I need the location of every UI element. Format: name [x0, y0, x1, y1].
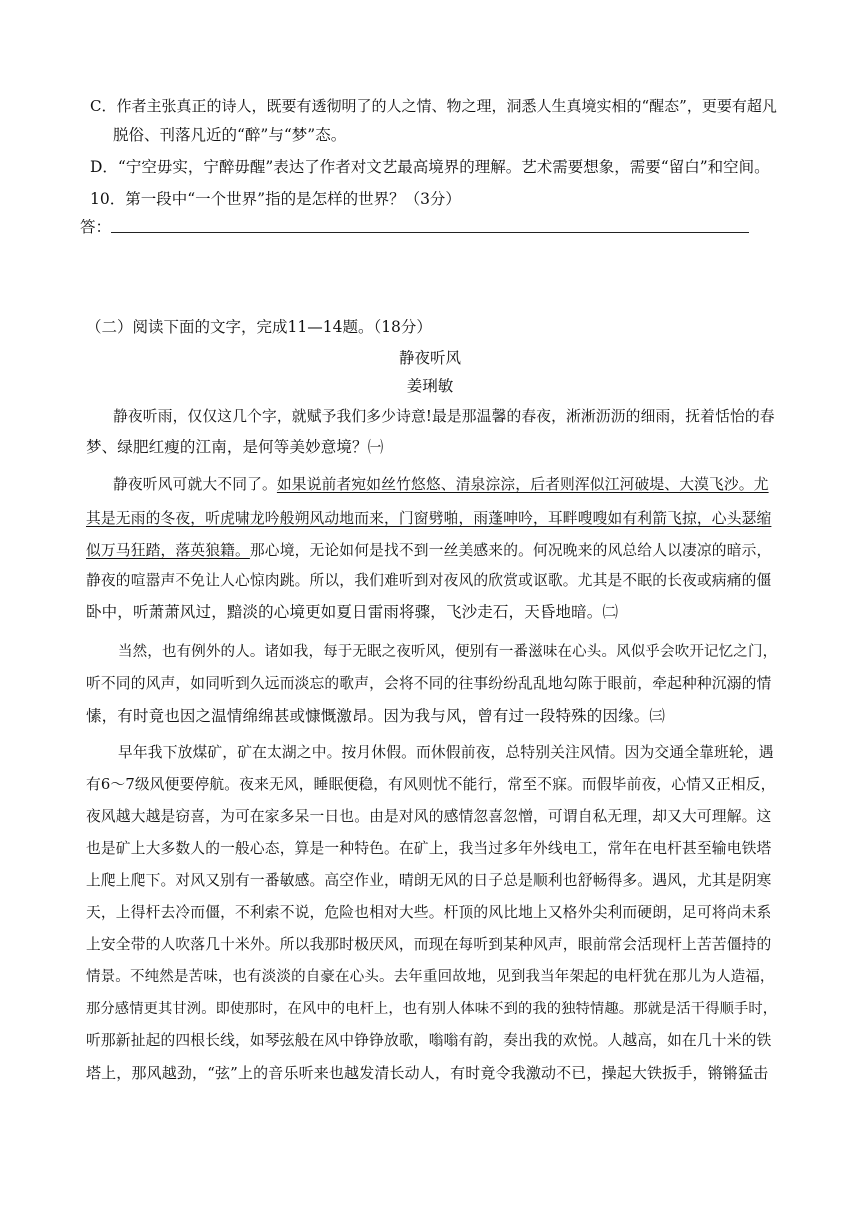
paragraph-1-line-1: 静夜听雨，仅仅这几个字，就赋予我们多少诗意!最是那温馨的春夜，淅淅沥沥的细雨，抚着恬怡的春 — [113, 408, 775, 425]
paragraph-2-underlined-start: 如果说前者宛如丝竹悠悠、清泉淙淙，后者则浑似江河破堤、大漠飞沙。尤 — [276, 476, 769, 493]
paragraph-4-line-8: 情景。不纯然是苦味，也有淡淡的自豪在心头。去年重回故地，见到我当年架起的电杆犹在那儿为人造福， — [86, 969, 775, 985]
paragraph-4-line-11: 塔上，那风越劲，“弦”上的音乐听来也越发清长动人，有时竟令我激动不已，操起大铁扳手，锵锵猛击 — [86, 1064, 769, 1082]
passage-author: 姜琍敏 — [406, 377, 454, 395]
paragraph-2-line-1 — [113, 474, 769, 496]
passage-title: 静夜听风 — [398, 349, 461, 367]
paragraph-3-line-3: 愫，有时竟也因之温情绵绵甚或慷慨激昂。因为我与风，曾有过一段特殊的因缘。㈢ — [86, 707, 666, 725]
paragraph-4-line-4: 也是矿上大多数人的一般心态，算是一种特色。在矿上，我当过多年外线电工，常年在电杆甚至输电铁塔 — [86, 840, 772, 857]
paragraph-4-line-10: 听那新扯起的四根长线，如琴弦般在风中铮铮放歌，嗡嗡有韵，奏出我的欢悦。人越高，如在几十米的铁 — [86, 1032, 772, 1049]
paragraph-2-line-1-plain: 静夜听风可就大不同了。 — [113, 476, 277, 493]
paragraph-4-line-9: 那分感情更其甘洌。即使那时，在风中的电杆上，也有别人体味不到的我的独特情趣。那就是活干得顺手时， — [86, 1001, 778, 1017]
paragraph-4-line-6: 天，上得杆去冷而僵，不利索不说，危险也相对大些。杆顶的风比地上又格外尖利而硬朗，足可将尚未系 — [86, 904, 772, 921]
paragraph-3-line-1: 当然，也有例外的人。诸如我，每于无眠之夜听风，便别有一番滋味在心头。风似乎会吹开记忆之门， — [118, 644, 778, 660]
paragraph-2-line-5: 卧中，听萧萧风过，黯淡的心境更如夏日雷雨将骤，飞沙走石，天昏地暗。㈡ — [86, 603, 619, 621]
paragraph-2-line-3 — [86, 540, 771, 562]
paragraph-2-line-2: 其是无雨的冬夜，听虎啸龙吟般朔风动地而来，门窗劈啪，雨蓬呻吟，耳畔嗖嗖如有利箭飞掠，心头瑟缩 — [86, 510, 772, 527]
paragraph-2-underlined-end: 似万马狂踏，落英狼籍。 — [86, 542, 250, 559]
paragraph-2-line-3-plain: 那心境，无论如何是找不到一丝美感来的。何况晚来的风总给人以凄凉的暗示， — [249, 542, 772, 559]
section-instruction: （二）阅读下面的文字，完成11—14题。（18分） — [86, 318, 432, 336]
answer-line[interactable] — [111, 232, 749, 233]
paragraph-4-line-3: 夜风越大越是窃喜，为可在家多呆一日也。由是对风的感情忽喜忽憎，可谓自私无理，却又大可理解。这 — [86, 808, 772, 825]
question-10-prompt: 10．第一段中“一个世界”指的是怎样的世界？（3分） — [90, 190, 461, 208]
answer-label: 答： — [80, 218, 112, 236]
paragraph-1-line-2: 梦、绿肥红瘦的江南，是何等美妙意境？㈠ — [86, 438, 384, 456]
paragraph-3-line-2: 听不同的风声，如同听到久远而淡忘的歌声，会将不同的往事纷纷乱乱地勾陈于眼前，牵起种种沉溺的情 — [86, 675, 772, 692]
paragraph-4-line-2: 有6～7级风便要停航。夜来无风，睡眠便稳，有风则忧不能行，常至不寐。而假毕前夜，心情又正相反， — [86, 776, 776, 793]
option-c-line-1: C．作者主张真正的诗人，既要有透彻明了的人之情、物之理，洞悉人生真境实相的“醒态”，更要有超凡 — [90, 97, 777, 115]
option-d: D．“宁空毋实，宁醉毋醒”表达了作者对文艺最高境界的理解。艺术需要想象，需要“留白”和空间。 — [90, 158, 770, 176]
option-c-line-2: 脱俗、刊落凡近的“醉”与“梦”态。 — [113, 126, 347, 144]
paragraph-2-line-4: 静夜的喧嚣声不免让人心惊肉跳。所以，我们难听到对夜风的欣赏或讴歌。尤其是不眠的长夜或病痛的僵 — [86, 572, 772, 589]
paragraph-4-line-7: 上安全带的人吹落几十米外。所以我那时极厌风，而现在每听到某种风声，眼前常会活现杆上苦苦僵持的 — [86, 936, 772, 953]
paragraph-4-line-5: 上爬上爬下。对风又别有一番敏感。高空作业，晴朗无风的日子总是顺利也舒畅得多。遇风，尤其是阴寒 — [86, 872, 772, 889]
paragraph-4-line-1: 早年我下放煤矿，矿在太湖之中。按月休假。而休假前夜，总特别关注风情。因为交通全靠班轮，遇 — [118, 744, 774, 761]
